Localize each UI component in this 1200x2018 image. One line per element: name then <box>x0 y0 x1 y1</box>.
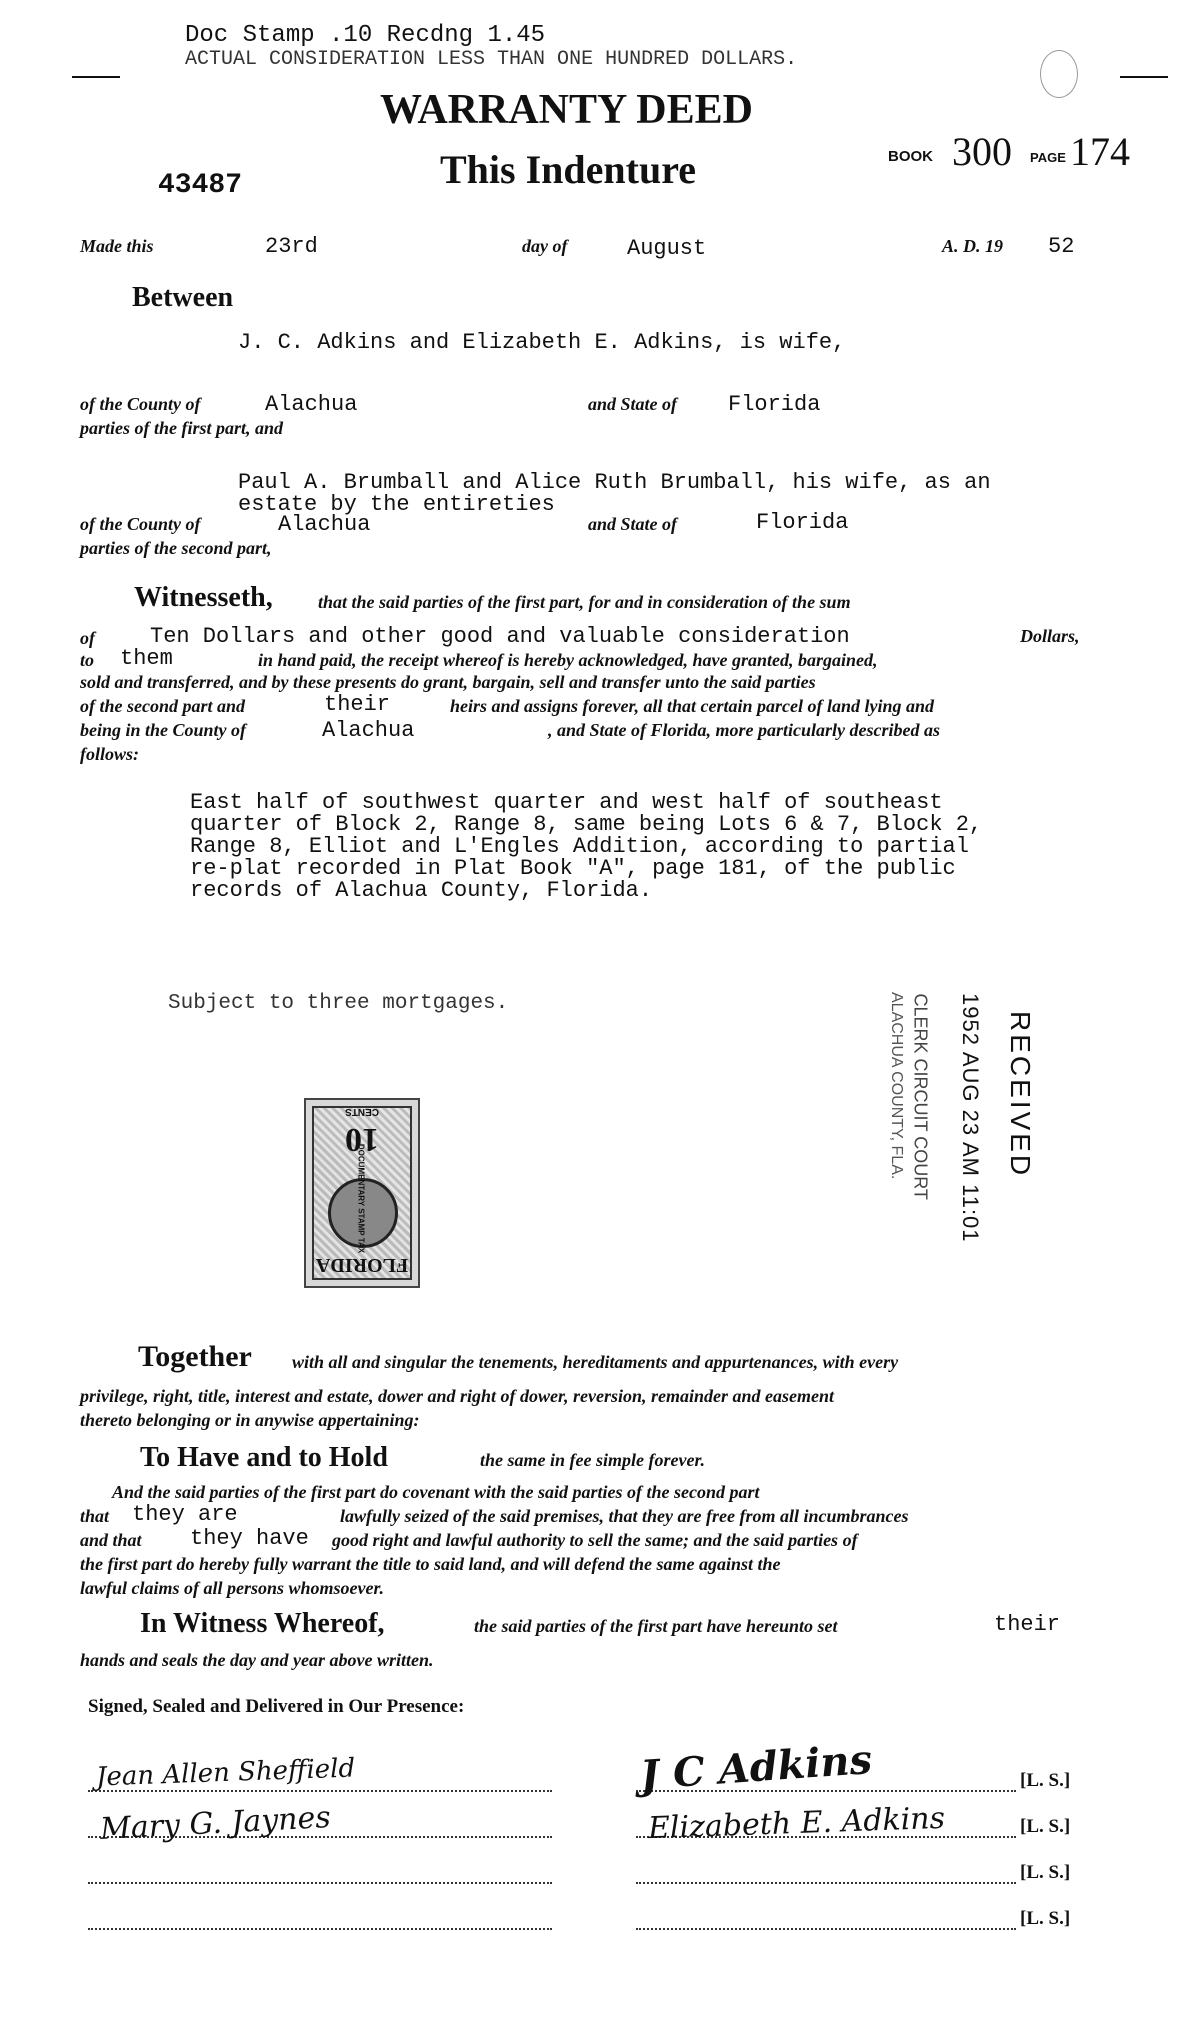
witnesseth-text-2: in hand paid, the receipt whereof is hereby acknowledged, have granted, bargained, <box>258 650 878 670</box>
page-number: 174 <box>1070 129 1130 174</box>
grantor-line-3 <box>636 1882 1016 1884</box>
they-have-value: they have <box>190 1526 309 1551</box>
description-line: re-plat recorded in Plat Book "A", page 181, of the public <box>190 856 956 881</box>
ls-mark-4: [L. S.] <box>1020 1908 1071 1929</box>
ls-mark-1: [L. S.] <box>1020 1770 1071 1791</box>
property-description <box>190 792 982 902</box>
day-value: 23rd <box>265 234 318 259</box>
year-value: 52 <box>1048 234 1075 259</box>
county-2: Alachua <box>278 512 371 537</box>
witness-signature-1: Jean Allen Sheffield <box>95 1753 356 1793</box>
witness-line-3 <box>88 1882 552 1884</box>
covenant-line-2: lawfully seized of the said premises, that they are free from all incumbrances <box>340 1506 909 1526</box>
first-party-names: J. C. Adkins and Elizabeth E. Adkins, is wife, <box>238 330 846 355</box>
grantor-signature-2: Elizabeth E. Adkins <box>647 1800 946 1847</box>
them-value: them <box>120 646 173 671</box>
grantor-line-4 <box>636 1928 1016 1930</box>
stamp-label: DOCUMENTARY STAMP TAX <box>356 1143 366 1254</box>
to-have-label: To Have and to Hold <box>140 1442 388 1473</box>
stamp-unit: CENTS <box>345 1106 379 1117</box>
witnesseth-text-4b: heirs and assigns forever, all that certain parcel of land lying and <box>450 696 935 716</box>
covenant-line-5: lawful claims of all persons whomsoever. <box>80 1578 385 1598</box>
together-line-3: thereto belonging or in anywise appertaining: <box>80 1410 420 1430</box>
between-label: Between <box>132 282 234 313</box>
document-number: 43487 <box>158 170 243 201</box>
witnesseth-text-5a: being in the County of <box>80 720 247 740</box>
documentary-tax-stamp <box>304 1098 420 1288</box>
book-number: 300 <box>952 129 1012 174</box>
witness-line-4 <box>88 1928 552 1930</box>
received-label: RECEIVED <box>1005 1011 1036 1179</box>
covenant-and-that: and that <box>80 1530 142 1550</box>
witnesseth-text-1: that the said parties of the first part, for and in consideration of the sum <box>318 592 851 612</box>
document-subtitle: This Indenture <box>440 147 697 192</box>
covenant-line-4: the first part do hereby fully warrant the title to said land, and will defend the same against the <box>80 1554 781 1574</box>
description-line: Range 8, Elliot and L'Engles Addition, according to partial <box>190 834 969 859</box>
in-witness-text-2: hands and seals the day and year above written. <box>80 1650 434 1670</box>
margin-dash-left <box>72 76 120 78</box>
description-line: quarter of Block 2, Range 8, same being Lots 6 & 7, Block 2, <box>190 812 983 837</box>
page-circle-mark <box>1040 50 1078 98</box>
witnesseth-label: Witnesseth, <box>134 582 273 613</box>
received-date: 1952 AUG 23 AM 11:01 <box>958 993 983 1243</box>
covenant-line-1: And the said parties of the first part do covenant with the said parties of the second part <box>112 1482 760 1502</box>
together-label: Together <box>138 1340 252 1373</box>
day-of-label: day of <box>522 236 568 256</box>
state-1: Florida <box>728 392 821 417</box>
grantor-signature-1: J C Adkins <box>638 1735 874 1800</box>
witnesseth-text-5b: , and State of Florida, more particularly described as <box>548 720 941 740</box>
in-witness-text-1: the said parties of the first part have hereunto set <box>474 1616 838 1636</box>
received-county: ALACHUA COUNTY, FLA. <box>888 992 905 1180</box>
signatures-heading: Signed, Sealed and Delivered in Our Presence: <box>88 1696 465 1717</box>
together-line-2: privilege, right, title, interest and estate, dower and right of dower, reversion, remainder and easement <box>80 1386 835 1406</box>
witnesseth-text-4a: of the second part and <box>80 696 246 716</box>
county-value: Alachua <box>322 718 415 743</box>
page-label: PAGE <box>1030 150 1066 165</box>
state-of-label-2: and State of <box>588 514 678 534</box>
witnesseth-text-3: sold and transferred, and by these presents do grant, bargain, sell and transfer unto the said parties <box>80 672 816 692</box>
month-value: August <box>627 236 707 261</box>
to-have-text: the same in fee simple forever. <box>480 1450 705 1470</box>
they-are-value: they are <box>132 1502 238 1527</box>
covenant-that: that <box>80 1506 110 1526</box>
parties-first-label: parties of the first part, and <box>80 418 284 438</box>
of-county-label-2: of the County of <box>80 514 201 534</box>
ad-label: A. D. 19 <box>942 236 1004 256</box>
description-line: records of Alachua County, Florida. <box>190 878 653 903</box>
to-label: to <box>80 650 95 670</box>
together-line-1: with all and singular the tenements, hereditaments and appurtenances, with every <box>292 1352 899 1372</box>
document-title: WARRANTY DEED <box>380 87 753 133</box>
margin-dash-right <box>1120 76 1168 78</box>
ls-mark-2: [L. S.] <box>1020 1816 1071 1837</box>
in-witness-their: their <box>994 1612 1061 1637</box>
stamp-value: 10 <box>345 1121 379 1158</box>
subject-to-note: Subject to three mortgages. <box>168 992 509 1015</box>
book-label: BOOK <box>888 148 933 165</box>
county-1: Alachua <box>265 392 358 417</box>
state-2: Florida <box>756 510 849 535</box>
witness-signature-2: Mary G. Jaynes <box>99 1799 332 1848</box>
dollars-label: Dollars, <box>1020 626 1080 646</box>
witnesseth-of: of <box>80 628 95 648</box>
description-line: East half of southwest quarter and west half of southeast <box>190 790 943 815</box>
received-clerk: CLERK CIRCUIT COURT <box>910 993 931 1200</box>
ls-mark-3: [L. S.] <box>1020 1862 1071 1883</box>
second-party-line-2: estate by the entireties <box>238 492 555 517</box>
doc-stamp-line: Doc Stamp .10 Recdng 1.45 <box>185 22 546 49</box>
in-witness-label: In Witness Whereof, <box>140 1608 385 1639</box>
consideration-note: ACTUAL CONSIDERATION LESS THAN ONE HUNDRED DOLLARS. <box>185 48 798 71</box>
made-this-label: Made this <box>80 236 154 256</box>
state-of-label-1: and State of <box>588 394 678 414</box>
their-value: their <box>324 692 391 717</box>
second-party-line-1: Paul A. Brumball and Alice Ruth Brumball, his wife, as an <box>238 470 991 495</box>
consideration-sum: Ten Dollars and other good and valuable consideration <box>150 624 850 649</box>
witnesseth-text-6: follows: <box>80 744 140 764</box>
stamp-state: FLORIDA <box>315 1254 409 1276</box>
received-stamp <box>888 992 1090 1285</box>
covenant-line-3: good right and lawful authority to sell the same; and the said parties of <box>332 1530 858 1550</box>
parties-second-label: parties of the second part, <box>80 538 272 558</box>
of-county-label-1: of the County of <box>80 394 201 414</box>
